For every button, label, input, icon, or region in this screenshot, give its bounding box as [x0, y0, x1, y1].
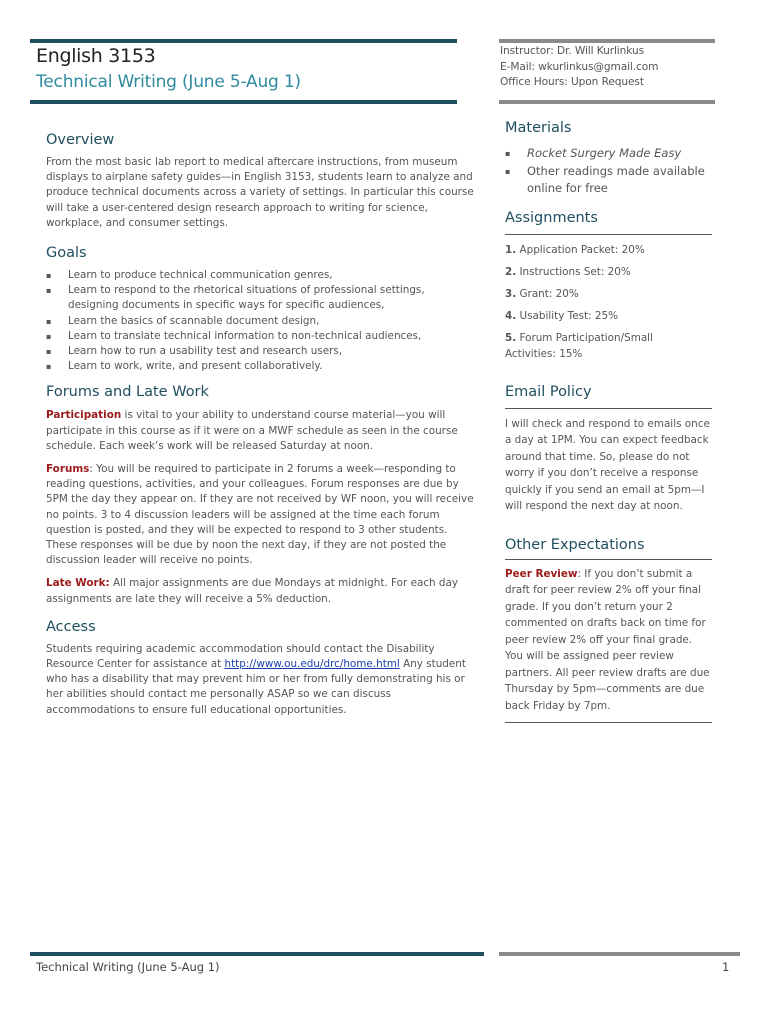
- instructor-email: E-Mail: wkurlinkus@gmail.com: [500, 60, 659, 73]
- list-item: ▪ Learn the basics of scannable document design,: [46, 314, 466, 329]
- page-number: 1: [722, 960, 730, 974]
- access-heading: Access: [46, 618, 96, 635]
- list-item: 4. Usability Test: 25%: [505, 310, 619, 323]
- access-paragraph: [46, 642, 476, 718]
- forums-paragraph: [46, 462, 476, 568]
- other-expectations-heading: Other Expectations: [505, 536, 645, 553]
- materials-list: [505, 145, 712, 198]
- list-item: ▪ Learn to translate technical information to non-technical audiences,: [46, 329, 466, 344]
- info-top-bar: [499, 39, 715, 43]
- office-hours: Office Hours: Upon Request: [500, 76, 644, 88]
- late-work-text: All major assignments are due Mondays at midnight. For each day assignments are late they will receive a 5% deduction.: [46, 577, 459, 605]
- drc-link[interactable]: http://www.ou.edu/drc/home.html: [224, 658, 400, 671]
- assignments-rule: [505, 234, 712, 235]
- peer-review-label: Peer Review: [505, 567, 578, 580]
- peer-review-paragraph: [505, 566, 712, 715]
- list-item: ▪ Learn to produce technical communication genres,: [46, 268, 466, 283]
- assignments-list: [505, 243, 712, 362]
- footer-bar-right: [499, 952, 740, 956]
- main-column: [46, 132, 476, 718]
- email-policy-text: I will check and respond to emails once a day at 1PM. You can expect feedback around that time. So, please do not worry if you don’t receive a response quickly if you send an email at 5pm—I will respond the next day at noon.: [505, 417, 710, 513]
- peer-review-text: : If you don’t submit a draft for peer review 2% off your final grade. If you don’t return your 2 commented on drafts back on time for peer review 2% off your final grade. You will be assigned peer review partners. All peer review drafts are due Thursday by 5pm—comments are due back Friday by 7pm.: [505, 567, 710, 712]
- forums-label: Forums: [46, 463, 90, 476]
- header-top-bar: [30, 39, 457, 43]
- instructor-name: Instructor: Dr. Will Kurlinkus: [500, 45, 644, 57]
- forums-text: : You will be required to participate in 2 forums a week—responding to reading questions, activities, and your colleagues. Forum responses are due by 5PM the day they appear on. If they are not received by WF noon, you will receive no points. 3 to 4 discussion leaders will be assigned at the time each forum question is posted, and they will be expected to respond to 3 other students. These responses will be due by noon the next day, if they are not posted the discussion leader will receive no points.: [46, 463, 474, 567]
- late-work-label: Late Work:: [46, 577, 110, 590]
- email-policy-heading: Email Policy: [505, 383, 592, 400]
- sidebar-column: [505, 120, 712, 723]
- header-bottom-bar: [30, 100, 457, 104]
- overview-text: From the most basic lab report to medical aftercare instructions, from museum displays to airplane safety guides—in English 3153, students learn to analyze and produce technical documents across a variety of settings. In particular this course will take a user-centered design research approach to writing for science, workplace, and consumer settings.: [46, 156, 474, 229]
- footer-title: Technical Writing (June 5-Aug 1): [36, 960, 220, 974]
- goals-list: [46, 268, 466, 374]
- other-expectations-bottom-rule: [505, 722, 712, 723]
- participation-text: is vital to your ability to understand course material—you will participate in this course as if it were on a MWF schedule as seen in the course schedule. Each week’s work will be released Saturday at noon.: [46, 409, 458, 452]
- list-item: ▪ Learn to respond to the rhetorical situations of professional settings, designing documents in specific ways for specific audiences,: [46, 283, 466, 313]
- list-item: 2. Instructions Set: 20%: [505, 265, 631, 278]
- late-work-paragraph: [46, 576, 476, 606]
- access-text-after: Any student who has a disability that may prevent him or her from fully demonstrating his or her abilities should contact me personally ASAP so we can discuss accommodations to ensure full educational opportunities.: [46, 658, 466, 716]
- list-item: ▪ Other readings made available online for free: [505, 163, 712, 198]
- other-expectations-rule: [505, 559, 712, 560]
- goals-heading: Goals: [46, 245, 87, 262]
- course-number: English 3153: [36, 45, 156, 67]
- list-item: ▪ Learn how to run a usability test and research users,: [46, 344, 466, 359]
- list-item: 3. Grant: 20%: [505, 287, 579, 300]
- participation-label: Participation: [46, 409, 122, 422]
- list-item: 1. Application Packet: 20%: [505, 243, 645, 256]
- assignments-heading: Assignments: [505, 209, 598, 226]
- access-text-before: Students requiring academic accommodation should contact the Disability Resource Center for assistance at: [46, 642, 435, 671]
- list-item: ▪ Learn to work, write, and present collaboratively.: [46, 359, 466, 374]
- participation-paragraph: [46, 408, 476, 454]
- footer-bar-left: [30, 952, 484, 956]
- forums-heading: Forums and Late Work: [46, 384, 209, 401]
- instructor-info: [500, 44, 715, 91]
- overview-heading: Overview: [46, 132, 115, 148]
- course-title: Technical Writing (June 5-Aug 1): [36, 72, 301, 92]
- materials-heading: Materials: [505, 120, 572, 136]
- list-item: ▪ Rocket Surgery Made Easy: [505, 145, 712, 163]
- info-bottom-bar: [499, 100, 715, 104]
- list-item: 5. Forum Participation/Small Activities: 15%: [505, 332, 653, 360]
- email-policy-rule: [505, 408, 712, 409]
